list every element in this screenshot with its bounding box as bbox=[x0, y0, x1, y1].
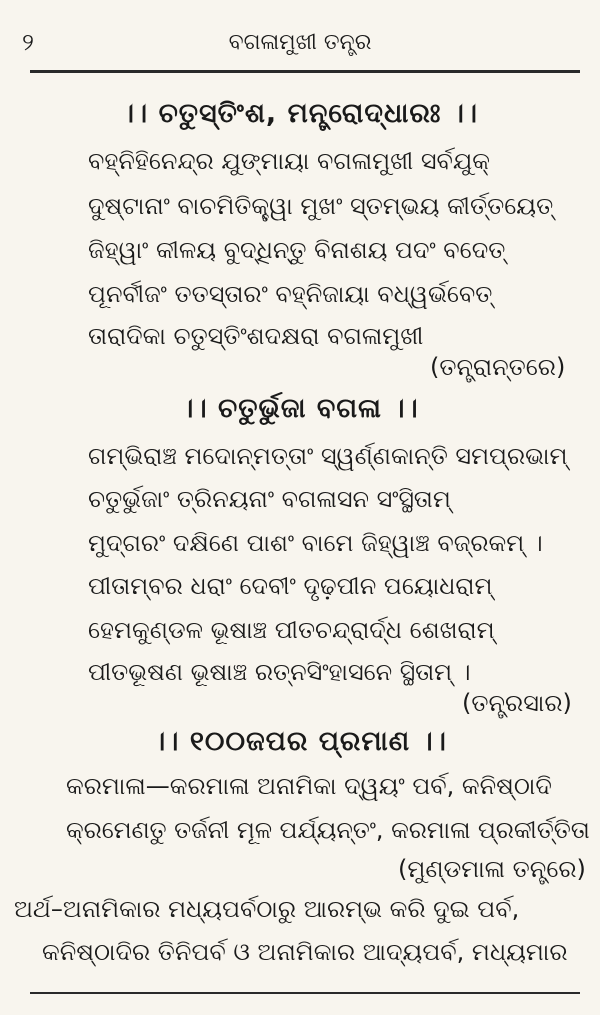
verse-line: ହେମକୁଣ୍ଡଳ ଭୂଷାଞ୍ଚ ପୀତଚନ୍ଦ୍ରାର୍ଦ୍ଧ ଶେଖରାମ୍ bbox=[88, 616, 495, 644]
source-citation: (ତନ୍ତ୍ରସାର) bbox=[462, 689, 572, 717]
verse-line: ପୀତାମ୍ବର ଧରାଂ ଦେବୀଂ ଦୃଢ଼ପୀନ ପୟୋଧରାମ୍ bbox=[88, 572, 493, 600]
page-number: ୨ bbox=[22, 28, 34, 56]
verse-line: ଗମ୍ଭିରାଞ୍ଚ ମଦୋନ୍ମତ୍ତାଂ ସ୍ୱର୍ଣ୍ଣକାନ୍ତି ସମପ୍ରଭାମ୍ bbox=[88, 442, 568, 470]
verse-line: ଜିହ୍ୱାଂ କୀଳୟ ବୁଦ୍ଧିନ୍ତୁ ବିନାଶୟ ପଦଂ ବଦେତ୍ bbox=[88, 236, 506, 264]
verse-line: ପୂନର୍ବୀଜଂ ତତସ୍ତାରଂ ବହ୍ନିଜାୟା ବଧ୍ୱର୍ଭବେତ୍ bbox=[88, 280, 493, 308]
verse-line: ବହ୍ନିହିନେନ୍ଦ୍ର ଯୁଙ୍ମାୟା ବଗଳାମୁଖୀ ସର୍ବଯୁକ୍ bbox=[88, 147, 491, 175]
verse-line: ଚତୁର୍ଭୁଜାଂ ତ୍ରିନୟନାଂ ବଗଳାସନ ସଂସ୍ଥିତାମ୍ bbox=[88, 485, 451, 513]
running-header bbox=[0, 28, 600, 64]
header-rule bbox=[30, 70, 580, 73]
section-heading-mantroddhara: ।। ଚତୁସ୍ତିଂଶ, ମନ୍ତ୍ରୋଦ୍ଧାରଃ ।। bbox=[121, 98, 479, 129]
footer-rule bbox=[30, 992, 580, 994]
source-citation: (ମୁଣ୍ଡମାଳା ତନ୍ତ୍ରେ) bbox=[398, 855, 586, 883]
source-citation: (ତନ୍ତ୍ରାନ୍ତରେ) bbox=[430, 353, 566, 381]
section-heading-japa-pramana: ।। ୧୦୦ଜପର ପ୍ରମାଣ ।। bbox=[153, 726, 447, 757]
verse-line: କରମାଳା—କରମାଳା ଅନାମିକା ଦ୍ୱୟଂ ପର୍ବ, କନିଷ୍ଠାଦି bbox=[66, 772, 552, 800]
verse-line: ତାରାଦିକା ଚତୁସ୍ତିଂଶଦକ୍ଷରା ବଗଳାମୁଖୀ bbox=[88, 322, 424, 350]
book-title: ବଗଳାମୁଖୀ ତନ୍ତ୍ର bbox=[228, 30, 372, 55]
verse-line: କ୍ରମେଣତୁ ତର୍ଜନୀ ମୂଳ ପର୍ଯ୍ୟନ୍ତଂ, କରମାଳା ପ୍ରକୀର୍ତ୍ତିତା bbox=[66, 816, 590, 844]
commentary-line: କନିଷ୍ଠାଦିର ତିନିପର୍ବ ଓ ଅନାମିକାର ଆଦ୍ୟପର୍ବ, ମଧ୍ୟମାର bbox=[42, 938, 568, 966]
commentary-line: ଅର୍ଥ–ଅନାମିକାର ମଧ୍ୟପର୍ବଠାରୁ ଆରମ୍ଭ କରି ଦୁଇ ପର୍ବ, bbox=[14, 895, 520, 923]
verse-line: ପୀତଭୂଷଣ ଭୂଷାଞ୍ଚ ରତ୍ନସିଂହାସନେ ସ୍ଥିତାମ୍ । bbox=[88, 658, 471, 686]
section-heading-chaturbhuja: ।। ଚତୁର୍ଭୁଜା ବଗଳା ।। bbox=[181, 393, 419, 424]
verse-line: ମୁଦ୍‌ଗରଂ ଦକ୍ଷିଣେ ପାଶଂ ବାମେ ଜିହ୍ୱାଞ୍ଚ ବଜ୍ରକମ୍ । bbox=[88, 529, 543, 557]
verse-line: ଦୁଷ୍ଟାନାଂ ବାଚମିତିକ୍ତ୍ୱା ମୁଖଂ ସ୍ତମ୍ଭୟ କୀର୍ତ୍ତୟେତ୍ bbox=[88, 192, 554, 220]
